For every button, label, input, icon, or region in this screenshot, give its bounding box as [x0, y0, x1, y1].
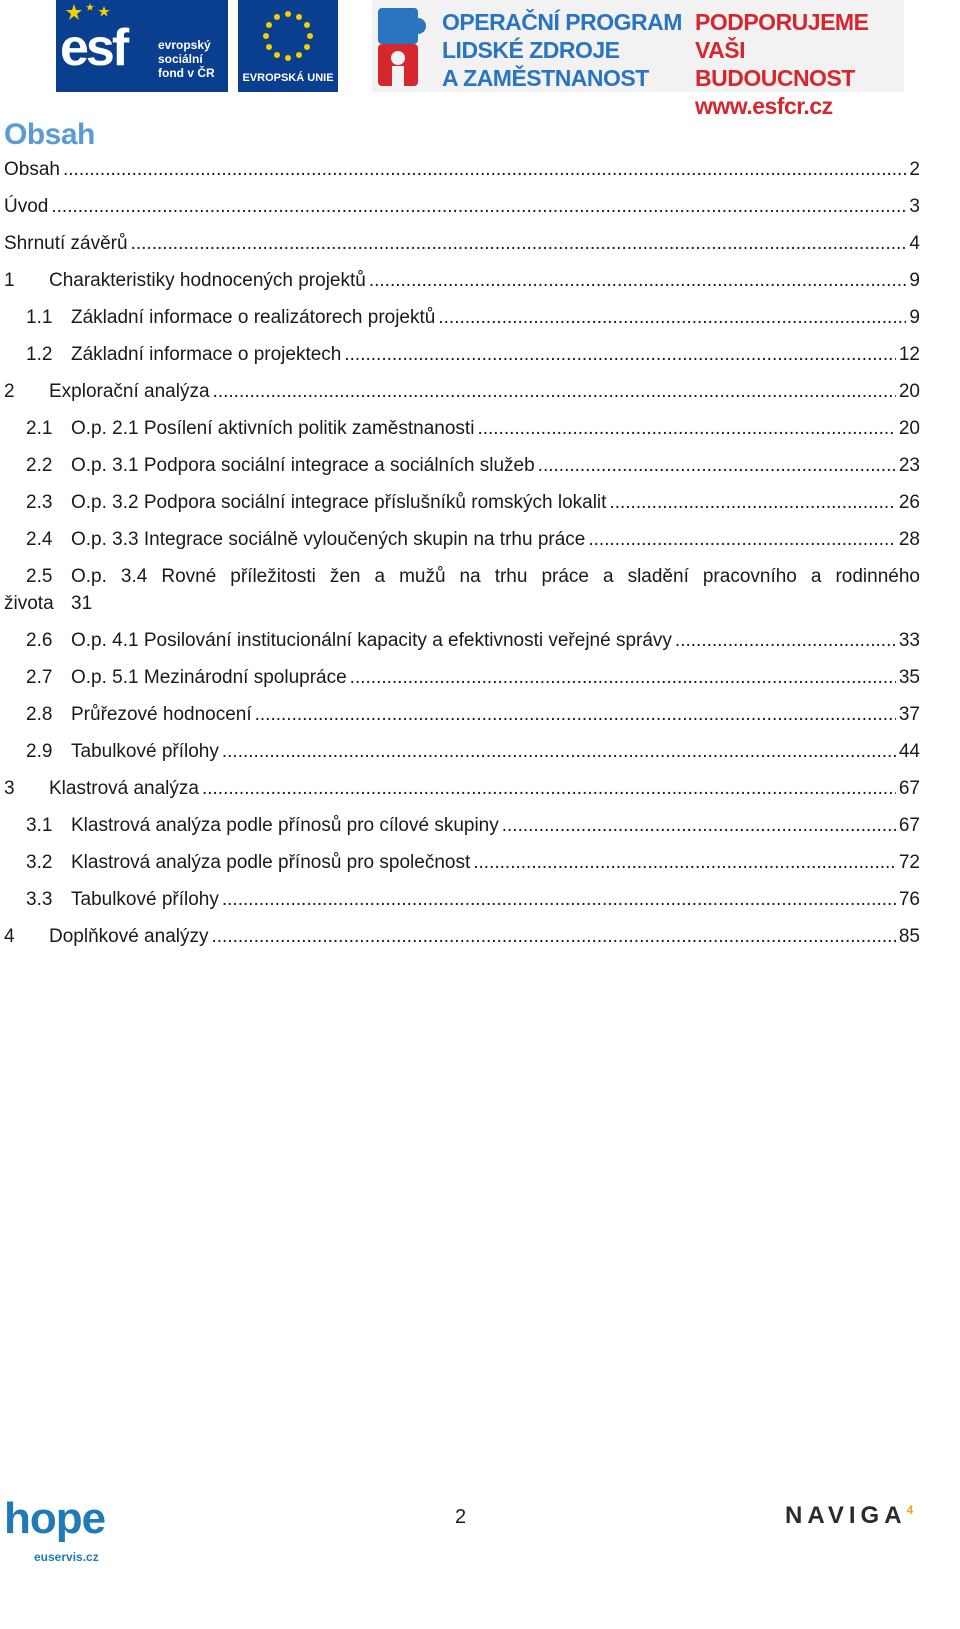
toc-page-number: 85 — [898, 926, 920, 947]
toc-entry-title: O.p. 3.3 Integrace sociálně vyloučených skupin na trhu práce — [71, 529, 586, 550]
toc-entry[interactable] — [4, 451, 920, 488]
toc-dot-leader — [63, 155, 906, 185]
toc-page-number: 44 — [898, 741, 920, 762]
support-line: VAŠI BUDOUCNOST — [695, 37, 855, 91]
naviga-wordmark: NAVIGA — [785, 1502, 907, 1529]
toc-entry-title: O.p. 3.4 Rovné příležitosti žen a mužů na trhu práce a sladění pracovního a rodinného — [71, 566, 920, 587]
toc-entry-title: Tabulkové přílohy — [71, 741, 219, 762]
toc-entry-number: 2.7 — [26, 667, 53, 688]
op-line: OPERAČNÍ PROGRAM — [442, 9, 682, 35]
toc-entry[interactable] — [4, 562, 920, 626]
esf-wordmark: esf — [60, 19, 127, 77]
puzzle-person-icon — [374, 4, 430, 88]
toc-dot-leader — [502, 811, 896, 841]
support-line: PODPORUJEME — [695, 9, 869, 35]
toc-page-number: 37 — [898, 704, 920, 725]
toc-page-number: 67 — [898, 815, 920, 836]
toc-page-number: 76 — [898, 889, 920, 910]
toc-entry[interactable] — [4, 737, 920, 774]
op-line: LIDSKÉ ZDROJE — [442, 37, 620, 63]
toc-entry[interactable] — [4, 774, 920, 811]
op-lzz-logo — [372, 0, 904, 119]
toc-entry[interactable] — [4, 626, 920, 663]
toc-entry-title: O.p. 5.1 Mezinárodní spolupráce — [71, 667, 347, 688]
toc-dot-leader — [350, 663, 896, 693]
toc-entry-number: 1 — [4, 270, 15, 291]
toc-dot-leader — [211, 922, 895, 952]
toc-entry[interactable] — [4, 488, 920, 525]
toc-page-number: 20 — [898, 381, 920, 402]
toc-page-number: 67 — [898, 778, 920, 799]
toc-page-number: 20 — [898, 418, 920, 439]
toc-page-number: 12 — [898, 344, 920, 365]
esf-line: sociální — [158, 52, 203, 66]
toc-entry[interactable] — [4, 229, 920, 266]
hope-wordmark: hope — [4, 1494, 106, 1543]
toc-dot-leader — [202, 774, 896, 804]
page-title: Obsah — [4, 118, 95, 151]
toc-entry[interactable] — [4, 525, 920, 562]
toc-entry-number: 2.3 — [26, 492, 53, 513]
toc-dot-leader — [131, 229, 907, 259]
toc-entry-title: Charakteristiky hodnocených projektů — [49, 270, 366, 291]
toc-entry-title: Základní informace o realizátorech projektů — [71, 307, 436, 328]
eu-logo — [238, 0, 338, 92]
toc-entry-title-cont: života — [4, 593, 54, 614]
toc-entry-number: 2 — [4, 381, 15, 402]
toc-dot-leader — [344, 340, 895, 370]
toc-entry-number: 1.2 — [26, 344, 53, 365]
toc-entry-number: 3.3 — [26, 889, 53, 910]
toc-page-number: 3 — [909, 196, 920, 217]
toc-entry[interactable] — [4, 266, 920, 303]
toc-page-number: 33 — [898, 630, 920, 651]
esf-text — [158, 38, 215, 80]
toc-dot-leader — [222, 737, 896, 767]
naviga-logo — [785, 1502, 913, 1530]
toc-entry[interactable] — [4, 155, 920, 192]
toc-entry-title: Úvod — [4, 196, 49, 217]
toc-entry[interactable] — [4, 192, 920, 229]
toc-entry[interactable] — [4, 663, 920, 700]
toc-entry-title: Tabulkové přílohy — [71, 889, 219, 910]
toc-entry-title: Explorační analýza — [49, 381, 210, 402]
toc-entry-number: 2.2 — [26, 455, 53, 476]
toc-entry-number: 3.1 — [26, 815, 53, 836]
hope-url: euservis.cz — [34, 1550, 99, 1564]
esf-logo — [56, 0, 228, 92]
toc-page-number: 9 — [909, 270, 920, 291]
hope-logo — [4, 1494, 110, 1566]
toc-dot-leader — [588, 525, 896, 555]
page-number: 2 — [455, 1506, 467, 1528]
toc-entry-title: Klastrová analýza — [49, 778, 199, 799]
toc-entry-number: 2.9 — [26, 741, 53, 762]
toc-dot-leader — [538, 451, 896, 481]
toc-dot-leader — [609, 488, 895, 518]
eu-text: EVROPSKÁ UNIE — [242, 72, 334, 84]
esf-line: evropský — [158, 38, 211, 52]
toc-dot-leader — [369, 266, 907, 296]
toc-entry-number: 1.1 — [26, 307, 53, 328]
toc-entry-title: O.p. 3.1 Podpora sociální integrace a sociálních služeb — [71, 455, 535, 476]
toc-entry[interactable] — [4, 414, 920, 451]
esf-line: fond v ČR — [158, 66, 215, 80]
toc-dot-leader — [438, 303, 906, 333]
toc-page-number: 28 — [898, 529, 920, 550]
toc-entry-title: O.p. 3.2 Podpora sociální integrace příslušníků romských lokalit — [71, 492, 607, 513]
toc-entry-number: 2.6 — [26, 630, 53, 651]
toc-dot-leader — [213, 377, 896, 407]
toc-entry-title: Základní informace o projektech — [71, 344, 342, 365]
toc-dot-leader — [222, 885, 896, 915]
toc-entry-number: 4 — [4, 926, 15, 947]
toc-entry[interactable] — [4, 811, 920, 848]
op-text — [442, 8, 682, 92]
toc-entry-title: O.p. 4.1 Posilování institucionální kapacity a efektivnosti veřejné správy — [71, 630, 672, 651]
website-link[interactable]: www.esfcr.cz — [695, 93, 833, 119]
toc-entry-number: 2.1 — [26, 418, 53, 439]
table-of-contents — [4, 155, 920, 959]
toc-entry-number: 2.8 — [26, 704, 53, 725]
toc-entry-title: O.p. 2.1 Posílení aktivních politik zaměstnanosti — [71, 418, 475, 439]
toc-page-number: 31 — [71, 593, 93, 614]
toc-page-number: 9 — [909, 307, 920, 328]
toc-entry[interactable] — [4, 303, 920, 340]
toc-entry[interactable] — [4, 848, 920, 885]
toc-entry-number: 2.4 — [26, 529, 53, 550]
toc-entry-line — [26, 562, 920, 592]
toc-page-number: 72 — [898, 852, 920, 873]
toc-entry[interactable] — [4, 885, 920, 922]
toc-entry[interactable] — [4, 922, 920, 959]
toc-entry-title: Shrnutí závěrů — [4, 233, 128, 254]
toc-dot-leader — [675, 626, 896, 656]
toc-page-number: 35 — [898, 667, 920, 688]
toc-entry-title: Doplňkové analýzy — [49, 926, 209, 947]
toc-entry-title: Klastrová analýza podle přínosů pro cílové skupiny — [71, 815, 499, 836]
toc-dot-leader — [473, 848, 896, 878]
naviga-superscript: 4 — [906, 1503, 914, 1517]
toc-page-number: 26 — [898, 492, 920, 513]
op-line: A ZAMĚSTNANOST — [442, 65, 649, 91]
toc-page-number: 2 — [909, 159, 920, 180]
toc-entry-number: 3.2 — [26, 852, 53, 873]
toc-dot-leader — [477, 414, 895, 444]
toc-dot-leader — [255, 700, 896, 730]
support-text — [695, 8, 904, 120]
toc-entry-number: 2.5 — [26, 566, 53, 587]
toc-entry[interactable] — [4, 700, 920, 737]
toc-page-number: 23 — [898, 455, 920, 476]
toc-entry[interactable] — [4, 377, 920, 414]
toc-entry[interactable] — [4, 340, 920, 377]
toc-entry-title: Klastrová analýza podle přínosů pro společnost — [71, 852, 471, 873]
header-logo-strip — [56, 0, 904, 119]
toc-dot-leader — [51, 192, 906, 222]
toc-entry-line — [4, 592, 920, 616]
toc-page-number: 4 — [909, 233, 920, 254]
toc-entry-title: Průřezové hodnocení — [71, 704, 252, 725]
toc-entry-title: Obsah — [4, 159, 60, 180]
toc-entry-number: 3 — [4, 778, 15, 799]
eu-flag-icon — [244, 4, 332, 68]
